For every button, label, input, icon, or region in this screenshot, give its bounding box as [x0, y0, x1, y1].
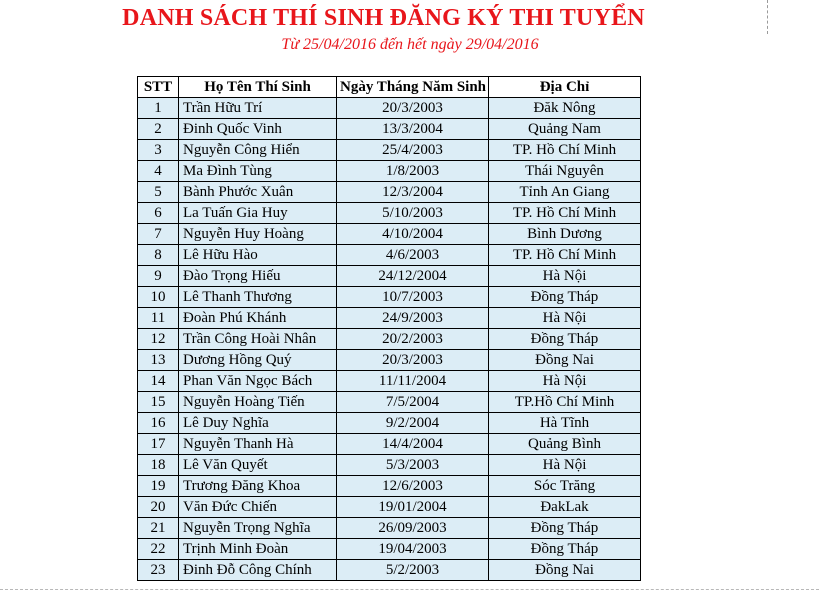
dob-cell[interactable]: 19/01/2004	[337, 497, 489, 518]
dob-cell[interactable]: 7/5/2004	[337, 392, 489, 413]
name-cell[interactable]: La Tuấn Gia Huy	[179, 203, 337, 224]
address-cell[interactable]: ĐakLak	[489, 497, 641, 518]
name-cell[interactable]: Nguyễn Huy Hoàng	[179, 224, 337, 245]
table-row	[138, 518, 641, 539]
stt-cell[interactable]: 7	[138, 224, 179, 245]
table-row	[138, 455, 641, 476]
stt-cell[interactable]: 4	[138, 161, 179, 182]
header-address[interactable]: Địa Chỉ	[489, 77, 641, 98]
stt-cell[interactable]: 23	[138, 560, 179, 581]
address-cell[interactable]: Đồng Tháp	[489, 329, 641, 350]
address-cell[interactable]: Hà Nội	[489, 455, 641, 476]
address-cell[interactable]: Hà Tĩnh	[489, 413, 641, 434]
dob-cell[interactable]: 5/3/2003	[337, 455, 489, 476]
name-cell[interactable]: Lê Hữu Hào	[179, 245, 337, 266]
dob-cell[interactable]: 12/3/2004	[337, 182, 489, 203]
table-row	[138, 497, 641, 518]
stt-cell[interactable]: 13	[138, 350, 179, 371]
name-cell[interactable]: Trần Hữu Trí	[179, 98, 337, 119]
address-cell[interactable]: Đồng Tháp	[489, 539, 641, 560]
address-cell[interactable]: Quảng Nam	[489, 119, 641, 140]
stt-cell[interactable]: 1	[138, 98, 179, 119]
address-cell[interactable]: Đồng Tháp	[489, 518, 641, 539]
page-break-vertical	[767, 0, 768, 34]
stt-cell[interactable]: 11	[138, 308, 179, 329]
table-row	[138, 140, 641, 161]
table-row	[138, 434, 641, 455]
name-cell[interactable]: Lê Văn Quyết	[179, 455, 337, 476]
name-cell[interactable]: Trần Công Hoài Nhân	[179, 329, 337, 350]
address-cell[interactable]: Đồng Tháp	[489, 287, 641, 308]
document-title: DANH SÁCH THÍ SINH ĐĂNG KÝ THI TUYỂN	[122, 5, 645, 31]
address-cell[interactable]: Bình Dương	[489, 224, 641, 245]
dob-cell[interactable]: 1/8/2003	[337, 161, 489, 182]
name-cell[interactable]: Ma Đình Tùng	[179, 161, 337, 182]
address-cell[interactable]: TP.Hồ Chí Minh	[489, 392, 641, 413]
stt-cell[interactable]: 12	[138, 329, 179, 350]
dob-cell[interactable]: 25/4/2003	[337, 140, 489, 161]
stt-cell[interactable]: 16	[138, 413, 179, 434]
table-row	[138, 539, 641, 560]
address-cell[interactable]: Đồng Nai	[489, 560, 641, 581]
stt-cell[interactable]: 10	[138, 287, 179, 308]
dob-cell[interactable]: 4/6/2003	[337, 245, 489, 266]
stt-cell[interactable]: 9	[138, 266, 179, 287]
table-row	[138, 413, 641, 434]
name-cell[interactable]: Nguyễn Công Hiển	[179, 140, 337, 161]
header-stt[interactable]: STT	[138, 77, 179, 98]
dob-cell[interactable]: 5/10/2003	[337, 203, 489, 224]
header-row	[138, 77, 641, 98]
page-break-horizontal	[0, 589, 819, 590]
name-cell[interactable]: Dương Hồng Quý	[179, 350, 337, 371]
stt-cell[interactable]: 15	[138, 392, 179, 413]
address-cell[interactable]: TP. Hồ Chí Minh	[489, 245, 641, 266]
stt-cell[interactable]: 20	[138, 497, 179, 518]
stt-cell[interactable]: 22	[138, 539, 179, 560]
address-cell[interactable]: Hà Nội	[489, 308, 641, 329]
stt-cell[interactable]: 18	[138, 455, 179, 476]
name-cell[interactable]: Bành Phước Xuân	[179, 182, 337, 203]
address-cell[interactable]: Hà Nội	[489, 371, 641, 392]
address-cell[interactable]: Đồng Nai	[489, 350, 641, 371]
document-subtitle: Từ 25/04/2016 đến hết ngày 29/04/2016	[281, 36, 539, 53]
table-row	[138, 182, 641, 203]
dob-cell[interactable]: 20/3/2003	[337, 98, 489, 119]
stt-cell[interactable]: 21	[138, 518, 179, 539]
stt-cell[interactable]: 5	[138, 182, 179, 203]
dob-cell[interactable]: 24/12/2004	[337, 266, 489, 287]
table-row	[138, 329, 641, 350]
address-cell[interactable]: Tỉnh An Giang	[489, 182, 641, 203]
dob-cell[interactable]: 20/3/2003	[337, 350, 489, 371]
table-row	[138, 392, 641, 413]
dob-cell[interactable]: 20/2/2003	[337, 329, 489, 350]
name-cell[interactable]: Đinh Đỗ Công Chính	[179, 560, 337, 581]
table-row	[138, 245, 641, 266]
table-row	[138, 287, 641, 308]
name-cell[interactable]: Đoàn Phú Khánh	[179, 308, 337, 329]
address-cell[interactable]: Quảng Bình	[489, 434, 641, 455]
dob-cell[interactable]: 5/2/2003	[337, 560, 489, 581]
address-cell[interactable]: TP. Hồ Chí Minh	[489, 140, 641, 161]
stt-cell[interactable]: 6	[138, 203, 179, 224]
table-row	[138, 161, 641, 182]
table-row	[138, 203, 641, 224]
name-cell[interactable]: Lê Thanh Thương	[179, 287, 337, 308]
dob-cell[interactable]: 4/10/2004	[337, 224, 489, 245]
dob-cell[interactable]: 24/9/2003	[337, 308, 489, 329]
dob-cell[interactable]: 19/04/2003	[337, 539, 489, 560]
address-cell[interactable]: Đăk Nông	[489, 98, 641, 119]
table-row	[138, 266, 641, 287]
dob-cell[interactable]: 9/2/2004	[337, 413, 489, 434]
name-cell[interactable]: Đào Trọng Hiếu	[179, 266, 337, 287]
dob-cell[interactable]: 13/3/2004	[337, 119, 489, 140]
dob-cell[interactable]: 10/7/2003	[337, 287, 489, 308]
candidate-table	[137, 76, 641, 581]
name-cell[interactable]: Nguyễn Trọng Nghĩa	[179, 518, 337, 539]
name-cell[interactable]: Nguyễn Thanh Hà	[179, 434, 337, 455]
name-cell[interactable]: Văn Đức Chiến	[179, 497, 337, 518]
address-cell[interactable]: Hà Nội	[489, 266, 641, 287]
header-full-name[interactable]: Họ Tên Thí Sinh	[179, 77, 337, 98]
stt-cell[interactable]: 8	[138, 245, 179, 266]
address-cell[interactable]: Sóc Trăng	[489, 476, 641, 497]
dob-cell[interactable]: 26/09/2003	[337, 518, 489, 539]
table-row	[138, 119, 641, 140]
table-row	[138, 371, 641, 392]
table-row	[138, 224, 641, 245]
name-cell[interactable]: Trịnh Minh Đoàn	[179, 539, 337, 560]
table-row	[138, 476, 641, 497]
name-cell[interactable]: Đinh Quốc Vinh	[179, 119, 337, 140]
stt-cell[interactable]: 17	[138, 434, 179, 455]
name-cell[interactable]: Phan Văn Ngọc Bách	[179, 371, 337, 392]
stt-cell[interactable]: 3	[138, 140, 179, 161]
table-row	[138, 350, 641, 371]
address-cell[interactable]: Thái Nguyên	[489, 161, 641, 182]
dob-cell[interactable]: 12/6/2003	[337, 476, 489, 497]
table-row	[138, 308, 641, 329]
dob-cell[interactable]: 14/4/2004	[337, 434, 489, 455]
stt-cell[interactable]: 2	[138, 119, 179, 140]
dob-cell[interactable]: 11/11/2004	[337, 371, 489, 392]
stt-cell[interactable]: 19	[138, 476, 179, 497]
name-cell[interactable]: Trương Đăng Khoa	[179, 476, 337, 497]
table-body	[138, 98, 641, 581]
header-date-of-birth[interactable]: Ngày Tháng Năm Sinh	[337, 77, 489, 98]
name-cell[interactable]: Lê Duy Nghĩa	[179, 413, 337, 434]
table-row	[138, 98, 641, 119]
table-row	[138, 560, 641, 581]
address-cell[interactable]: TP. Hồ Chí Minh	[489, 203, 641, 224]
name-cell[interactable]: Nguyễn Hoàng Tiến	[179, 392, 337, 413]
stt-cell[interactable]: 14	[138, 371, 179, 392]
